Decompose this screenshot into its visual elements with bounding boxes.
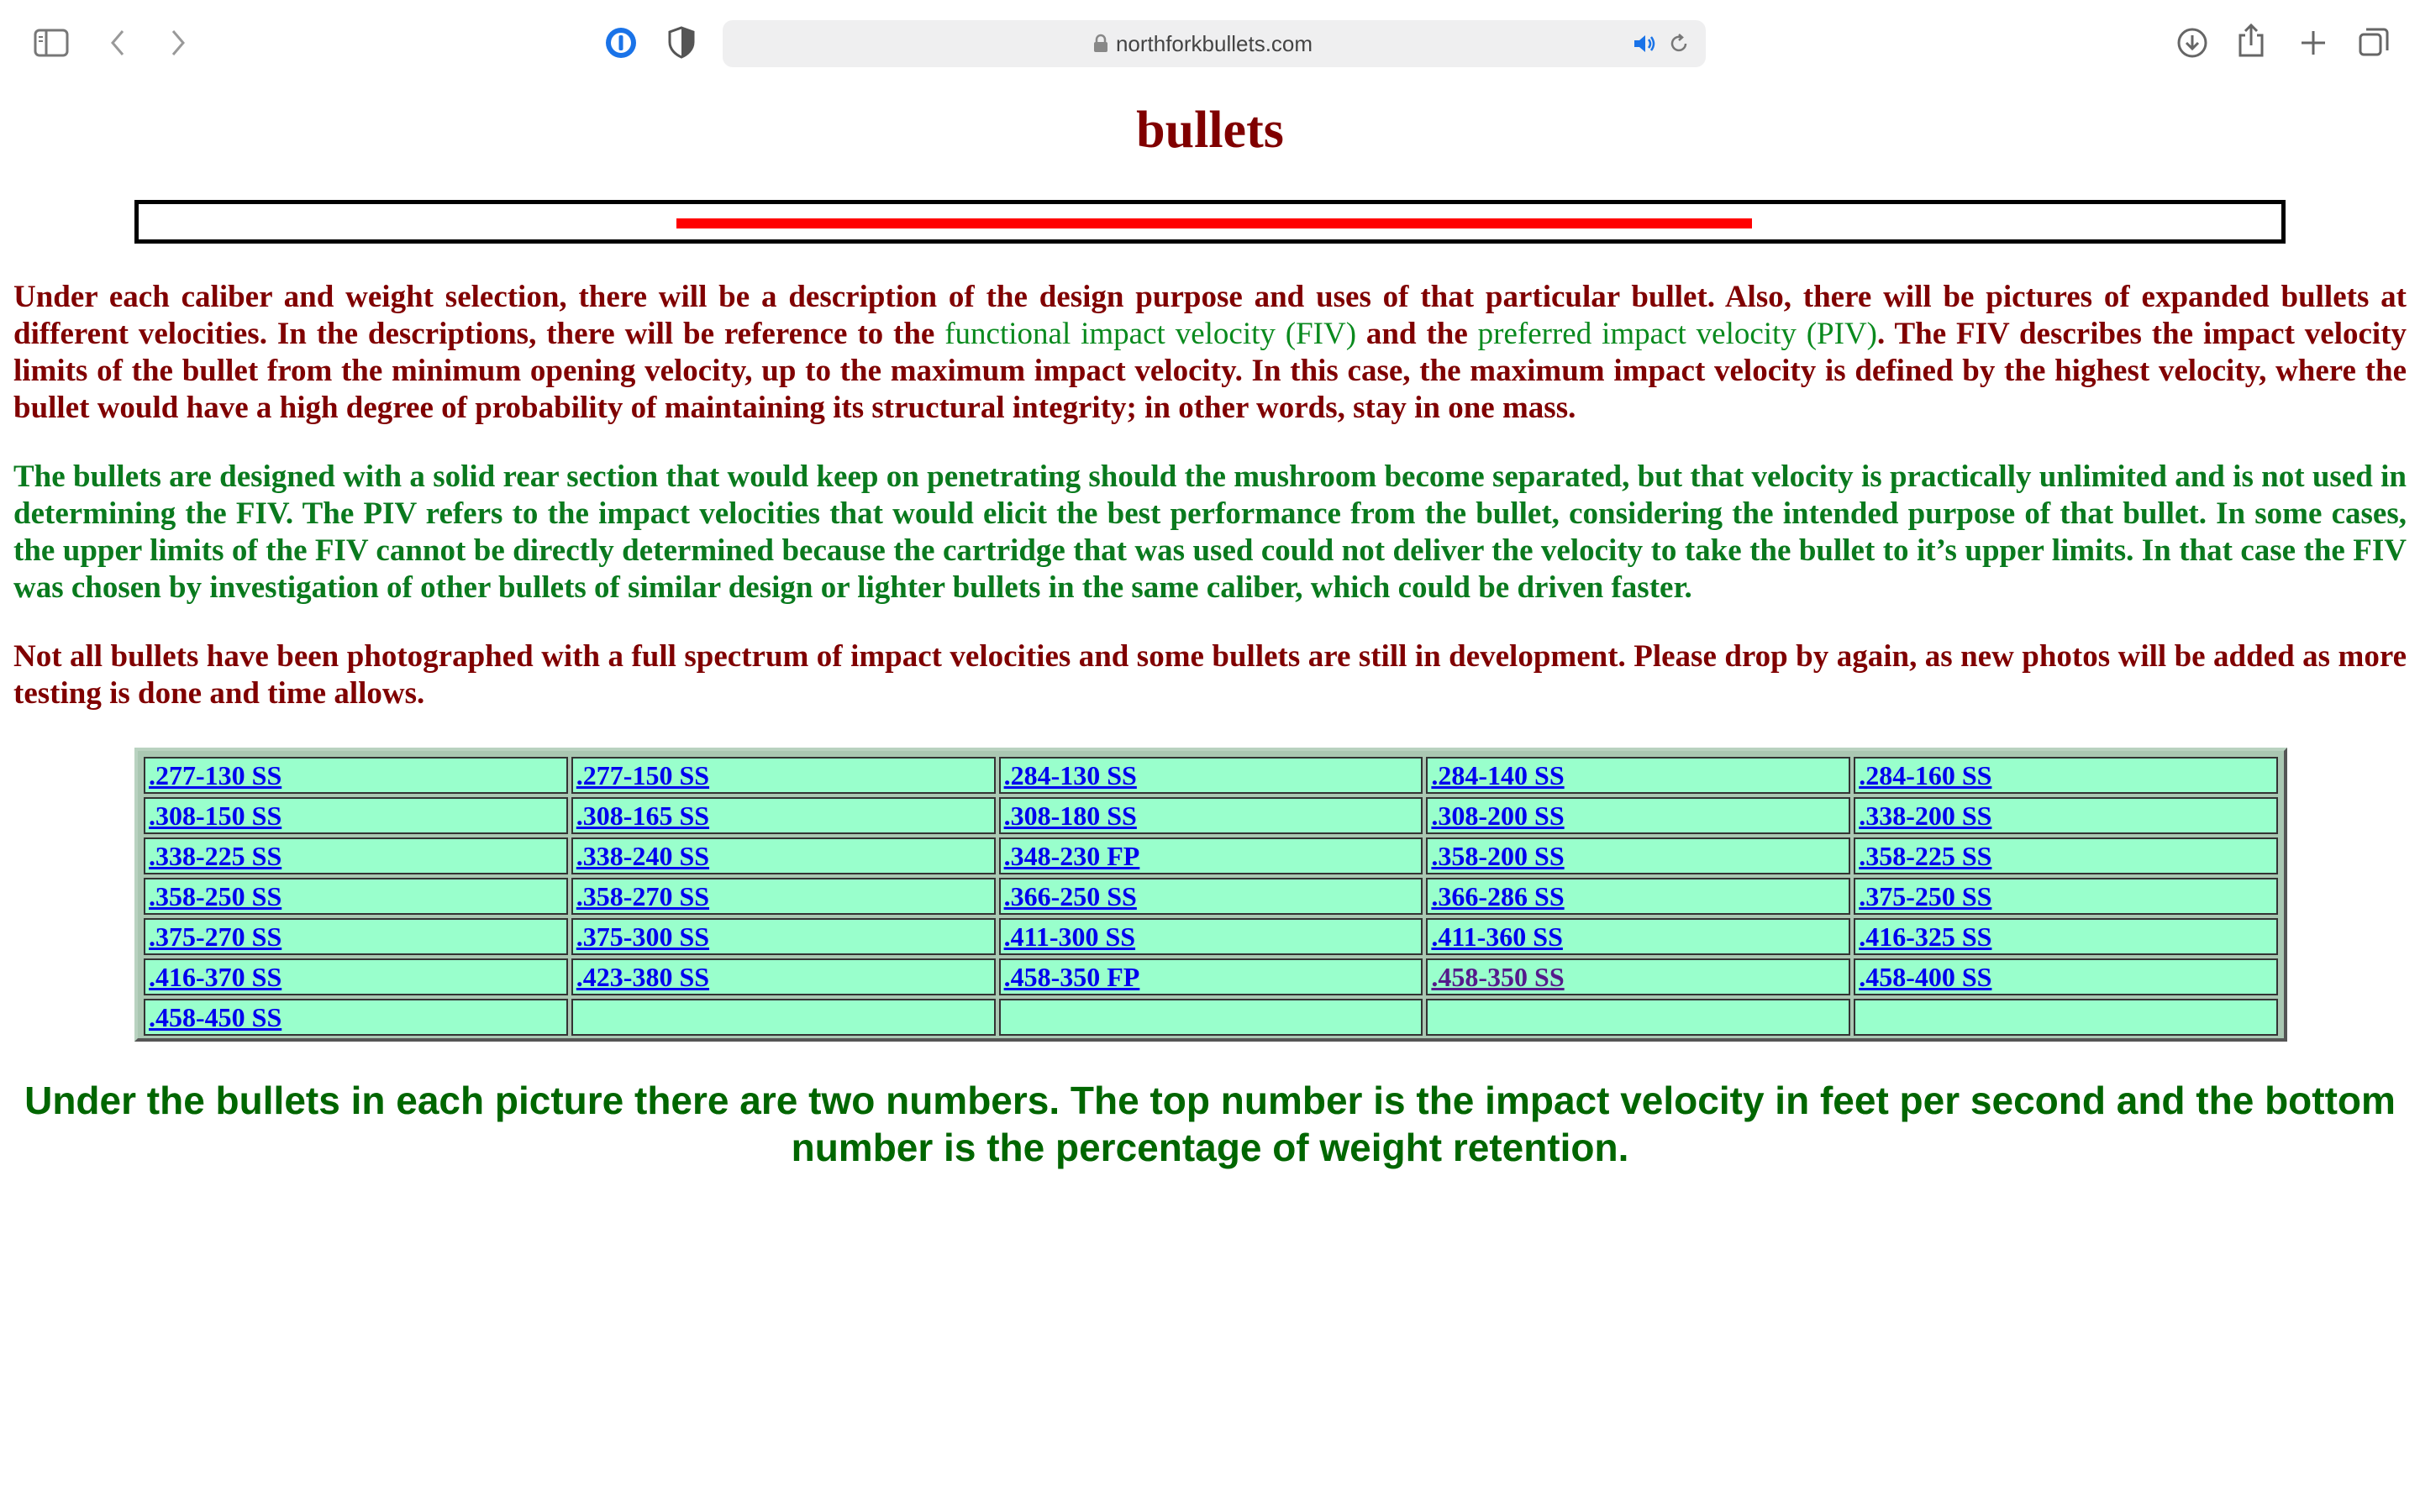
intro-paragraph (13, 279, 2407, 427)
table-row (144, 757, 2278, 794)
intro-text-2: and the (1356, 317, 1478, 351)
bullet-link[interactable]: .358-200 SS (1431, 840, 1565, 871)
bullet-grid (140, 753, 2281, 1039)
table-cell (571, 958, 996, 995)
tabs-icon[interactable] (2358, 27, 2390, 59)
bullet-link[interactable]: .411-300 SS (1003, 921, 1136, 952)
status-paragraph: Not all bullets have been photographed with a full spectrum of impact velocities and some bullets are still in development. Please drop by again, as new photos will be added as more testing is done and time allows. (13, 639, 2407, 711)
intro-text-1: Under each caliber and weight selection, there will be a description of the design purpose and uses of that particular bullet. Also, there will be pictures of expanded bullets at different velocities. In the descriptions, there will be reference to the (13, 280, 2407, 351)
url-text: northforkbullets.com (1115, 31, 1313, 56)
bullet-link[interactable]: .338-225 SS (149, 840, 282, 871)
footer-note: Under the bullets in each picture there are two numbers. The top number is the impact velocity in feet per second and the bottom number is the percentage of weight retention. (24, 1079, 2396, 1169)
table-cell (1426, 878, 1850, 915)
table-row (144, 837, 2278, 874)
bullet-link[interactable]: .277-150 SS (576, 759, 710, 790)
table-cell (144, 837, 568, 874)
table-cell (144, 918, 568, 955)
back-icon[interactable] (108, 29, 128, 57)
bullet-link[interactable]: .423-380 SS (576, 961, 710, 992)
table-cell (144, 797, 568, 834)
bullet-link[interactable]: .416-370 SS (149, 961, 282, 992)
bullet-link[interactable]: .375-270 SS (149, 921, 282, 952)
speaker-icon[interactable] (1632, 32, 1657, 55)
table-cell (571, 918, 996, 955)
table-cell (999, 837, 1423, 874)
bullet-link[interactable]: .308-180 SS (1003, 800, 1137, 831)
bullet-link[interactable]: .416-325 SS (1859, 921, 1992, 952)
table-cell (1854, 958, 2278, 995)
progress-bar (134, 200, 2286, 244)
password-icon[interactable] (603, 25, 639, 60)
table-cell (571, 999, 996, 1036)
bullet-link[interactable]: .284-130 SS (1003, 759, 1137, 790)
piv-term: preferred impact velocity (PIV) (1477, 317, 1877, 351)
page-title: bullets (1136, 102, 1284, 159)
bullet-link[interactable]: .358-225 SS (1859, 840, 1992, 871)
bullet-link[interactable]: .458-450 SS (149, 1001, 282, 1032)
table-cell (1854, 837, 2278, 874)
table-cell (999, 918, 1423, 955)
table-cell (1426, 999, 1850, 1036)
table-cell (1854, 918, 2278, 955)
table-cell (999, 999, 1423, 1036)
shield-icon[interactable] (667, 25, 696, 59)
table-cell (571, 837, 996, 874)
table-cell (571, 797, 996, 834)
table-cell (1854, 797, 2278, 834)
bullet-link[interactable]: .338-200 SS (1859, 800, 1992, 831)
browser-toolbar (0, 0, 2420, 84)
bullet-link[interactable]: .308-150 SS (149, 800, 282, 831)
table-row (144, 999, 2278, 1036)
table-row (144, 918, 2278, 955)
design-paragraph: The bullets are designed with a solid rear section that would keep on penetrating should the mushroom become separated, but that velocity is practically unlimited and is not used in determining the FIV. The PIV refers to the impact velocities that would elicit the best performance from the bullet, considering the intended purpose of that bullet. In some cases, the upper limits of the FIV cannot be directly determined because the cartridge that was used could not deliver the velocity to take the bullet to it’s upper limits. In that case the FIV was chosen by investigation of other bullets of similar design or lighter bullets in the same caliber, which could be driven faster. (13, 459, 2407, 605)
table-cell (1854, 999, 2278, 1036)
address-bar[interactable] (723, 20, 1706, 67)
table-cell (144, 999, 568, 1036)
bullet-link[interactable]: .358-270 SS (576, 880, 710, 911)
bullet-link[interactable]: .358-250 SS (149, 880, 282, 911)
bullet-link[interactable]: .458-350 SS (1431, 961, 1565, 992)
table-row (144, 878, 2278, 915)
table-cell (1854, 757, 2278, 794)
intro-text-3: . The FIV describes the impact velocity limits of the bullet from the minimum opening velocity, up to the maximum impact velocity. In this case, the maximum impact velocity is defined by the highest velocity, where the bullet would have a high degree of probability of maintaining its structural integrity; in other words, stay in one mass. (13, 317, 2407, 425)
table-cell (1854, 878, 2278, 915)
download-icon[interactable] (2176, 27, 2208, 59)
bullet-link[interactable]: .366-250 SS (1003, 880, 1137, 911)
new-tab-icon[interactable] (2299, 29, 2328, 57)
table-cell (999, 878, 1423, 915)
table-cell (1426, 757, 1850, 794)
bullet-link[interactable]: .366-286 SS (1431, 880, 1565, 911)
bullet-table (134, 748, 2287, 1042)
bullet-link[interactable]: .411-360 SS (1431, 921, 1563, 952)
table-cell (999, 797, 1423, 834)
table-cell (144, 757, 568, 794)
table-cell (571, 757, 996, 794)
table-cell (144, 878, 568, 915)
bullet-link[interactable]: .277-130 SS (149, 759, 282, 790)
table-row (144, 958, 2278, 995)
table-cell (144, 958, 568, 995)
table-cell (1426, 958, 1850, 995)
bullet-link[interactable]: .338-240 SS (576, 840, 710, 871)
bullet-link[interactable]: .284-160 SS (1859, 759, 1992, 790)
table-row (144, 797, 2278, 834)
progress-fill (676, 218, 1752, 228)
table-cell (1426, 797, 1850, 834)
bullet-link[interactable]: .458-400 SS (1859, 961, 1992, 992)
bullet-link[interactable]: .308-165 SS (576, 800, 710, 831)
bullet-link[interactable]: .284-140 SS (1431, 759, 1565, 790)
bullet-link[interactable]: .375-250 SS (1859, 880, 1992, 911)
table-cell (1426, 918, 1850, 955)
bullet-link[interactable]: .458-350 FP (1003, 961, 1140, 992)
table-cell (571, 878, 996, 915)
bullet-link[interactable]: .375-300 SS (576, 921, 710, 952)
share-icon[interactable] (2237, 22, 2265, 59)
reload-icon[interactable] (1667, 32, 1691, 55)
table-cell (999, 757, 1423, 794)
bullet-link[interactable]: .348-230 FP (1003, 840, 1140, 871)
bullet-link[interactable]: .308-200 SS (1431, 800, 1565, 831)
sidebar-icon[interactable] (34, 29, 69, 57)
fiv-term: functional impact velocity (FIV) (944, 317, 1357, 351)
table-cell (1426, 837, 1850, 874)
forward-icon[interactable] (168, 29, 188, 57)
table-cell (999, 958, 1423, 995)
